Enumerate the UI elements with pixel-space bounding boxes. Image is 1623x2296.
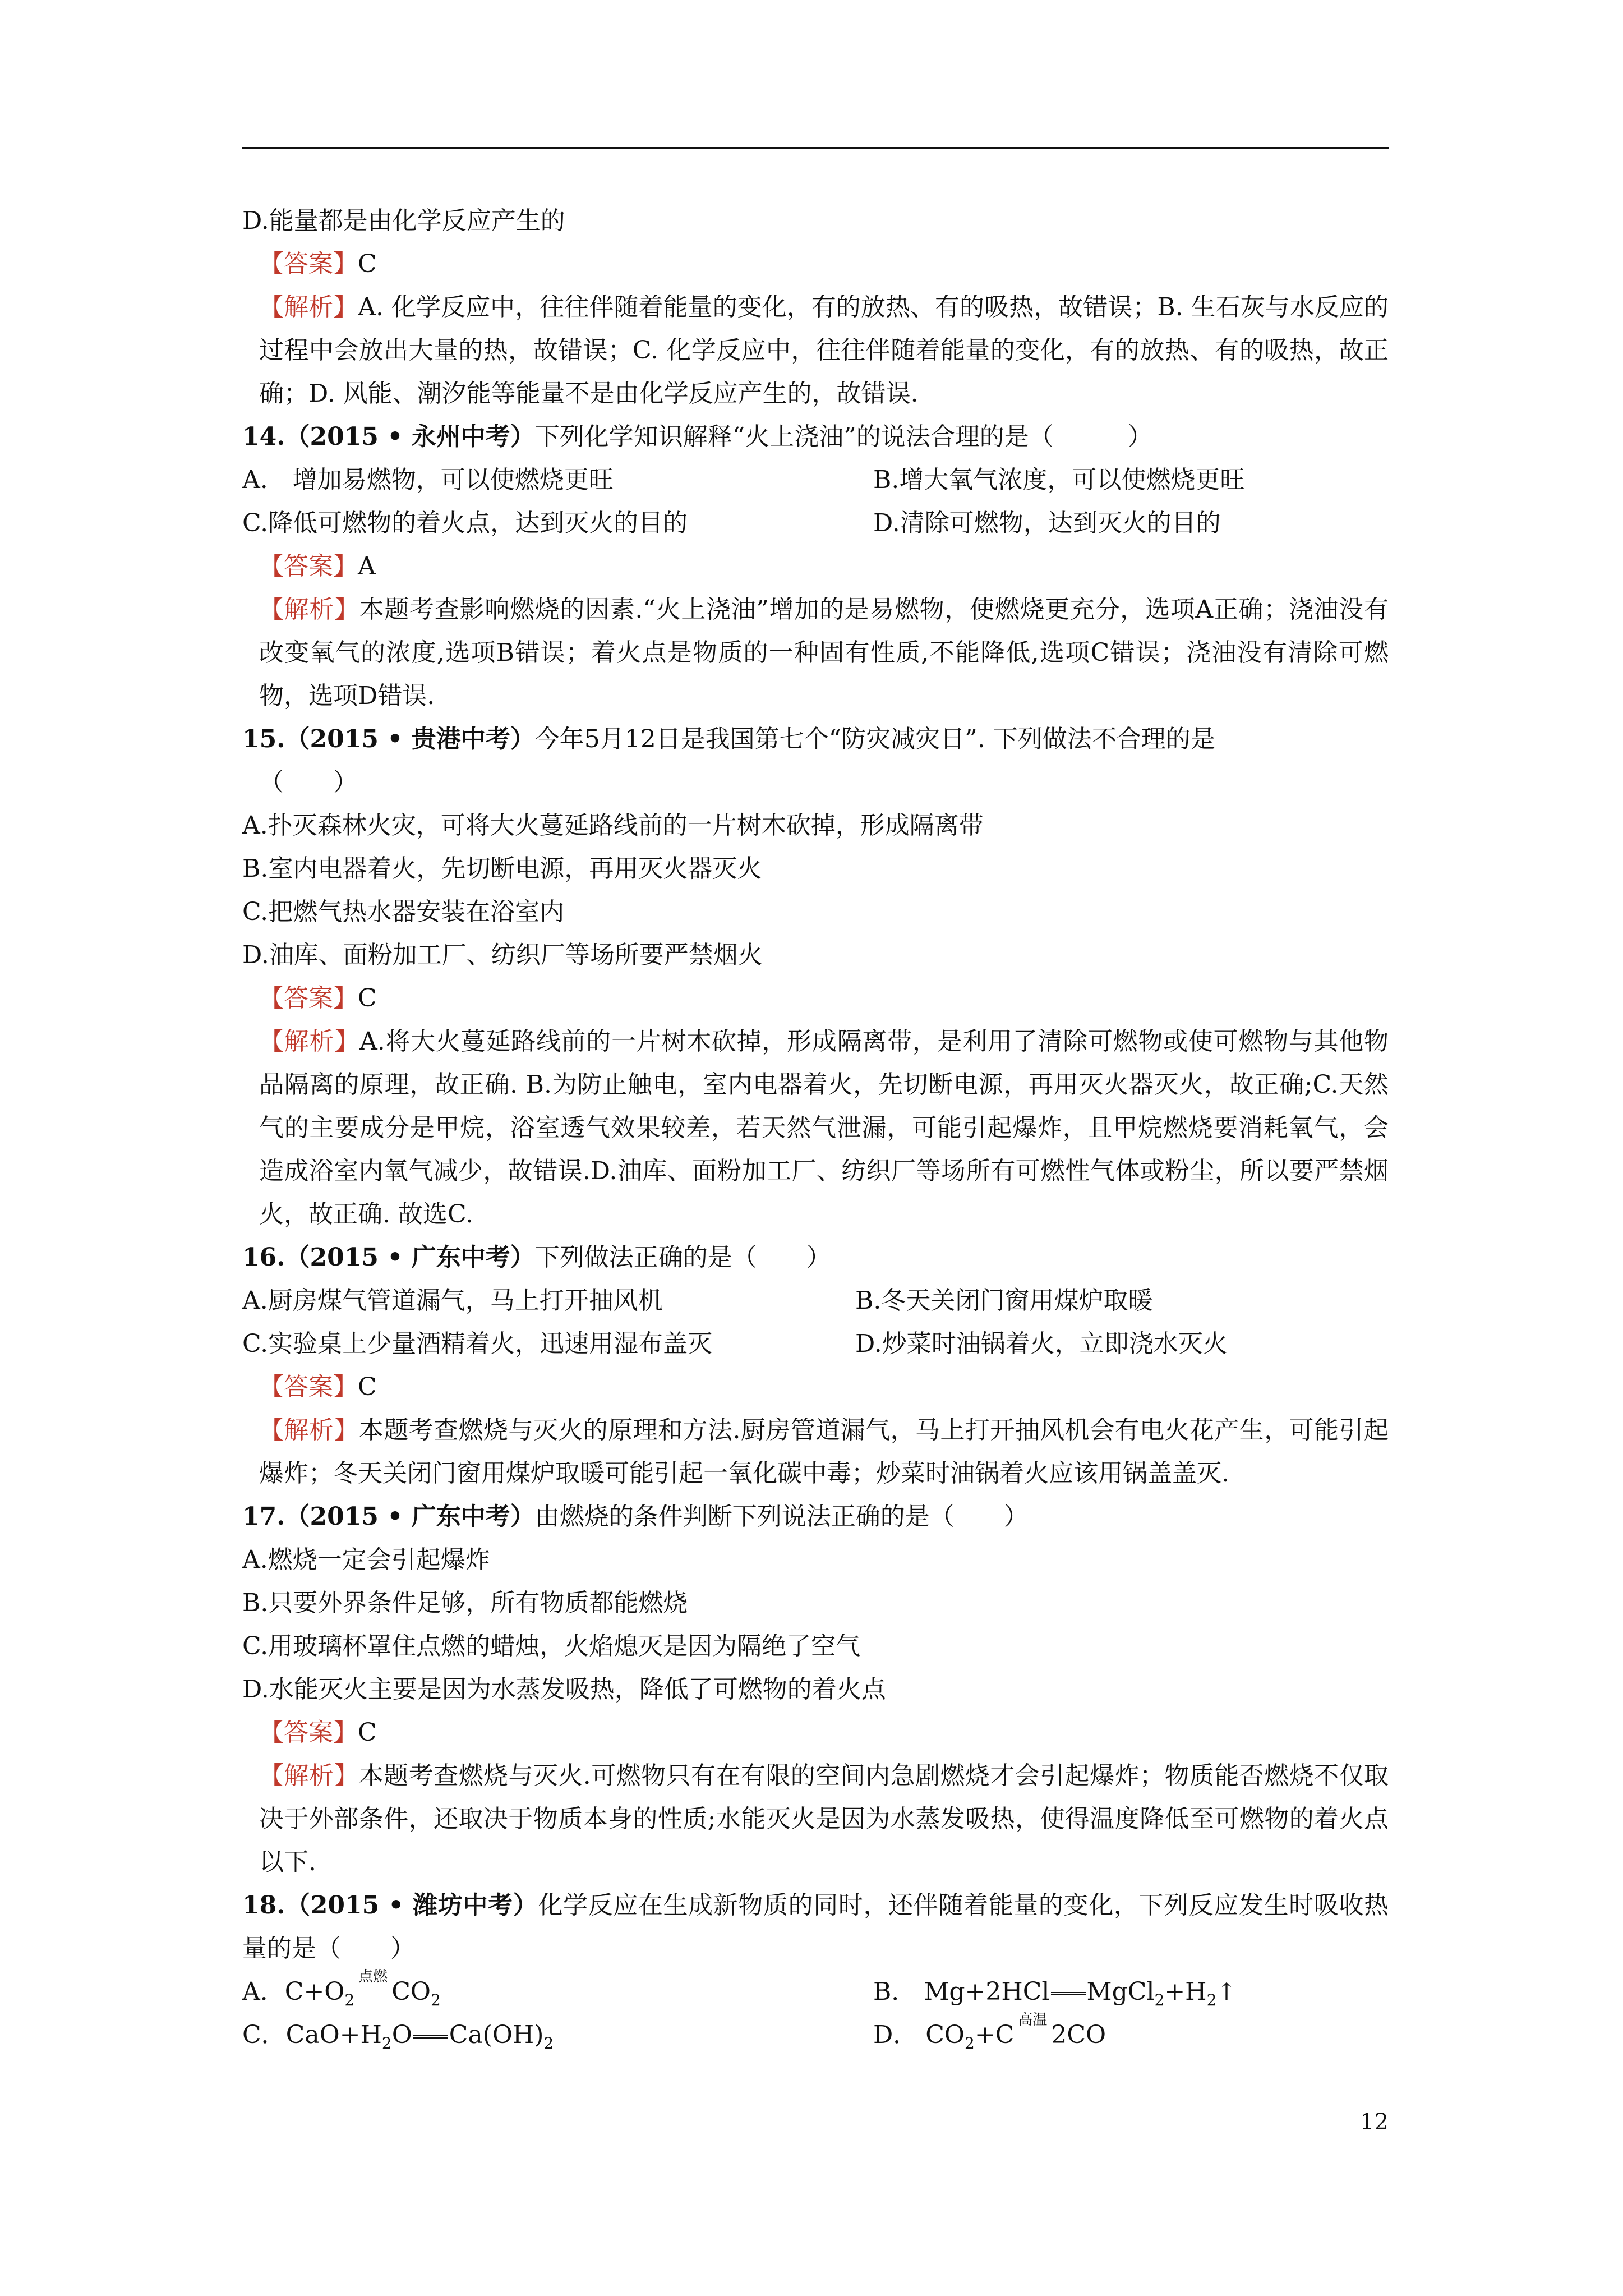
q15-head: 15.（2015 • 贵港中考） (242, 725, 535, 753)
q13-analysis (242, 286, 1389, 415)
q15-analysis (242, 1020, 1389, 1236)
answer-label: 【答案】 (259, 1373, 358, 1401)
q16-text: 下列做法正确的是（ ） (534, 1243, 831, 1272)
answer-label: 【答案】 (259, 984, 358, 1013)
q16-options-cd (242, 1322, 1389, 1365)
q18-d-reactants: D． CO (873, 2021, 965, 2049)
q14-option-b: B.增大氧气浓度，可以使燃烧更旺 (873, 466, 1245, 494)
analysis-label: 【解析】 (259, 1027, 359, 1056)
q17-answer (242, 1711, 1389, 1754)
q13-option-d: D.能量都是由化学反应产生的 (242, 206, 565, 235)
analysis-label: 【解析】 (259, 1416, 359, 1444)
q18-d-c: +C (974, 2021, 1015, 2049)
q16-option-a: A.厨房煤气管道漏气，马上打开抽风机 (242, 1286, 663, 1315)
q16-option-b: B.冬天关闭门窗用煤炉取暖 (855, 1286, 1153, 1315)
q17-option-c: C.用玻璃杯罩住点燃的蜡烛，火焰熄灭是因为隔绝了空气 (242, 1632, 861, 1660)
page-content (242, 199, 1389, 2056)
q18-c-reactants: C．CaO+H (242, 2021, 382, 2049)
q16-answer (242, 1365, 1389, 1409)
q16-option-d: D.炒菜时油锅着火，立即浇水灭火 (855, 1329, 1228, 1358)
q16-options-ab (242, 1279, 1389, 1322)
q18-a-reactants: A．C+O (242, 1977, 345, 2006)
q18-option-b (873, 1970, 1389, 2013)
answer-value: C (358, 250, 377, 278)
q16-analysis (242, 1409, 1389, 1495)
q18-text: 化学反应在生成新物质的同时，还伴随着能量的变化，下列反应发生时吸收热量的是（ ） (242, 1891, 1389, 1963)
q14-options-cd (242, 501, 1389, 545)
q17-head: 17.（2015 • 广东中考） (242, 1502, 535, 1531)
q18-option-c (242, 2013, 873, 2056)
answer-value: A (358, 552, 376, 581)
q18-b-product: MgCl (1086, 1977, 1155, 2006)
q17-stem (242, 1495, 1389, 1538)
q18-a-cond-label: 点燃 (358, 1968, 388, 1985)
q18-c-product-sub: 2 (543, 2033, 554, 2053)
q15-stem (242, 717, 1389, 761)
q18-d-cond-label: 高温 (1018, 2012, 1048, 2028)
answer-label: 【答案】 (259, 250, 358, 278)
q18-b-equals (1051, 1992, 1086, 1995)
q14-options-ab (242, 458, 1389, 501)
answer-value: C (358, 1373, 377, 1401)
q18-d-condition (1014, 2013, 1051, 2056)
analysis-text: 本题考查燃烧与灭火的原理和方法.厨房管道漏气，马上打开抽风机会有电火花产生，可能引起爆炸；冬天关闭门窗用煤炉取暖可能引起一氧化碳中毒；炒菜时油锅着火应该用锅盖盖灭. (259, 1416, 1389, 1488)
analysis-text: A. 化学反应中，往往伴随着能量的变化，有的放热、有的吸热，故错误；B. 生石灰与水反应的过程中会放出大量的热，故错误；C. 化学反应中，往往伴随着能量的变化，有的放热、有的吸热，故正确；D. 风能、潮汐能等能量不是由化学反应产生的，故错误. (259, 293, 1389, 408)
q18-stem (242, 1884, 1389, 1970)
answer-label: 【答案】 (259, 552, 358, 581)
q14-head: 14.（2015 • 永州中考） (242, 422, 535, 451)
q17-text: 由燃烧的条件判断下列说法正确的是（ ） (534, 1502, 1029, 1531)
q18-head: 18.（2015 • 潍坊中考） (242, 1891, 538, 1920)
q18-options-ab (242, 1970, 1389, 2013)
q15-option-a: A.扑灭森林火灾，可将大火蔓延路线前的一片树木砍掉，形成隔离带 (242, 811, 984, 840)
q18-c-sub: 2 (381, 2033, 392, 2053)
q17-option-b: B.只要外界条件足够，所有物质都能燃烧 (242, 1589, 688, 1617)
q15-answer (242, 977, 1389, 1020)
q18-c-equals (413, 2035, 448, 2039)
q18-a-condition (354, 1970, 391, 2013)
analysis-label: 【解析】 (259, 293, 358, 321)
analysis-text: 本题考查影响燃烧的因素.“火上浇油”增加的是易燃物，使燃烧更充分，选项A正确；浇油没有改变氧气的浓度,选项B错误；着火点是物质的一种固有性质,不能降低,选项C错误；浇油没有清除可燃物，选项D错误. (259, 595, 1389, 710)
analysis-text: 本题考查燃烧与灭火.可燃物只有在有限的空间内急剧燃烧才会引起爆炸；物质能否燃烧不仅取决于外部条件，还取决于物质本身的性质;水能灭火是因为水蒸发吸热，使得温度降低至可燃物的着火点以下. (259, 1761, 1389, 1876)
answer-value: C (358, 1718, 377, 1747)
q14-text: 下列化学知识解释“火上浇油”的说法合理的是（ ） (534, 422, 1152, 451)
analysis-label: 【解析】 (259, 1761, 359, 1790)
q16-head: 16.（2015 • 广东中考） (242, 1243, 535, 1272)
q17-analysis (242, 1754, 1389, 1884)
q18-option-d (873, 2013, 1389, 2056)
q14-answer (242, 545, 1389, 588)
q15-text: 今年5月12日是我国第七个“防灾减灾日”. 下列做法不合理的是 (534, 725, 1215, 753)
page-number: 12 (1360, 2109, 1389, 2135)
q18-b-h-sub: 2 (1206, 1990, 1217, 2009)
q13-answer (242, 242, 1389, 286)
q18-c-product: Ca(OH) (449, 2021, 544, 2049)
q16-stem (242, 1236, 1389, 1279)
q18-option-a (242, 1970, 873, 2013)
q15-option-d: D.油库、面粉加工厂、纺织厂等场所要严禁烟火 (242, 941, 763, 969)
q18-options-cd (242, 2013, 1389, 2056)
q15-option-b: B.室内电器着火，先切断电源，再用灭火器灭火 (242, 854, 762, 883)
header-rule (242, 147, 1389, 149)
q14-stem (242, 415, 1389, 458)
q18-d-sub: 2 (965, 2033, 975, 2053)
q18-b-product-sub: 2 (1154, 1990, 1165, 2009)
analysis-text: A.将大火蔓延路线前的一片树木砍掉，形成隔离带，是利用了清除可燃物或使可燃物与其他物品隔离的原理，故正确. B.为防止触电，室内电器着火，先切断电源，再用灭火器灭火，故正确;C.天然气的主要成分是甲烷，浴室透气效果较差，若天然气泄漏，可能引起爆炸，且甲烷燃烧要消耗氧气，会造成浴室内氧气减少，故错误.D.油库、面粉加工厂、纺织厂等场所有可燃性气体或粉尘，所以要严禁烟火，故正确. 故选C. (259, 1027, 1389, 1228)
q18-b-h: +H (1164, 1977, 1207, 2006)
q18-c-o: O (391, 2021, 412, 2049)
q18-a-sub: 2 (344, 1990, 355, 2009)
gas-arrow-icon: ↑ (1216, 1978, 1237, 2005)
answer-value: C (358, 984, 377, 1013)
q14-analysis (242, 588, 1389, 717)
q18-b-reactants: B． Mg+2HCl (873, 1977, 1050, 2006)
q18-a-product: CO (391, 1977, 431, 2006)
q15-paren: （ ） (259, 768, 358, 797)
q15-option-c: C.把燃气热水器安装在浴室内 (242, 898, 565, 926)
q18-d-product: 2CO (1051, 2021, 1106, 2049)
q14-option-c: C.降低可燃物的着火点，达到灭火的目的 (242, 509, 688, 537)
q16-option-c: C.实验桌上少量酒精着火，迅速用湿布盖灭 (242, 1329, 713, 1358)
q14-option-d: D.清除可燃物，达到灭火的目的 (873, 509, 1221, 537)
analysis-label: 【解析】 (259, 595, 359, 624)
q17-option-d: D.水能灭火主要是因为水蒸发吸热，降低了可燃物的着火点 (242, 1675, 886, 1704)
q17-option-a: A.燃烧一定会引起爆炸 (242, 1545, 490, 1574)
answer-label: 【答案】 (259, 1718, 358, 1747)
q18-a-product-sub: 2 (430, 1990, 441, 2009)
q14-option-a: A. 增加易燃物，可以使燃烧更旺 (242, 466, 614, 494)
